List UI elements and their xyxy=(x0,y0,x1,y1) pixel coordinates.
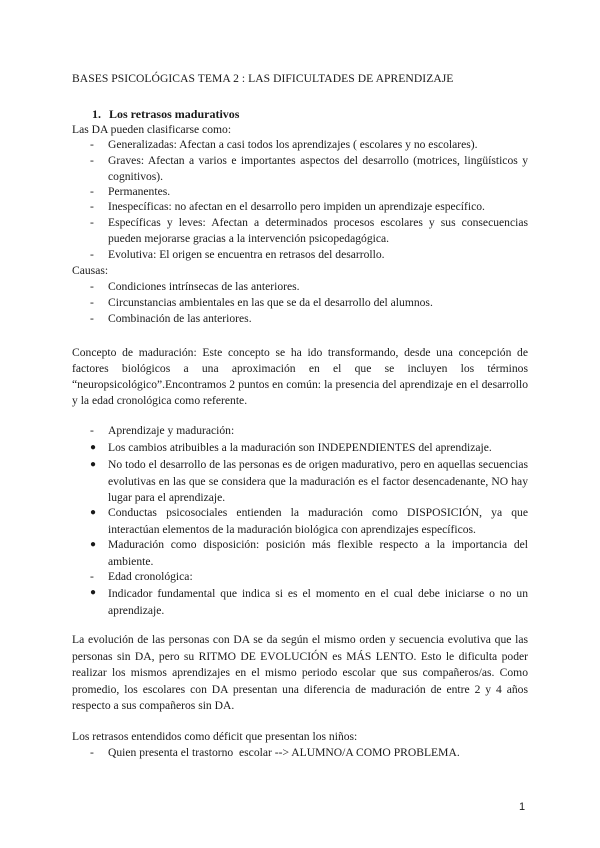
list-item-text: Conductas psicosociales entienden la maduración como DISPOSICIÓN, ya que interactúan elementos de la maduración biológica con aprendizajes específicos. xyxy=(108,506,528,536)
list-item-text: Inespecíficas: no afectan en el desarrollo pero impiden un aprendizaje específico. xyxy=(108,200,485,213)
list-marker: - xyxy=(90,248,94,261)
list-item-text: Quien presenta el trastorno escolar --> ALUMNO/A COMO PROBLEMA. xyxy=(108,746,460,759)
classification-intro: Las DA pueden clasificarse como: xyxy=(72,123,232,136)
list-item-text: Combinación de las anteriores. xyxy=(108,312,252,325)
maturation-concept-paragraph: Concepto de maduración: Este concepto se ha ido transformando, desde una concepción de factores biológicos a una aproximación en el que se incluyen los términos “neuropsicológico”.Encontramos 2 puntos en común: la presencia del aprendizaje en el desarrollo y la edad cronológica como referente. xyxy=(72,346,528,407)
list-item-text: Graves: Afectan a varios e importantes aspectos del desarrollo (motrices, lingüísticos y cognitivos). xyxy=(108,154,528,183)
list-marker: - xyxy=(90,138,94,151)
list-marker: - xyxy=(90,154,94,167)
bullet-icon: ● xyxy=(90,587,97,598)
deficit-intro: Los retrasos entendidos como déficit que presentan los niños: xyxy=(72,730,358,743)
list-item-text: Aprendizaje y maduración: xyxy=(108,424,235,437)
bullet-icon: ● xyxy=(90,459,97,470)
list-item-text: Específicas y leves: Afectan a determinados procesos escolares y sus consecuencias pueden mejorarse gracias a la intervención psicopedagógica. xyxy=(108,216,528,245)
page-number: 1 xyxy=(519,801,526,813)
evolution-paragraph: La evolución de las personas con DA se da según el mismo orden y secuencia evolutiva que las personas sin DA, pero su RITMO DE EVOLUCIÓN es MÁS LENTO. Esto le dificulta poder realizar los mismos aprendizajes en el mismo periodo escolar que sus compañeros/as. Como promedio, los escolares con DA presentan una diferencia de maduración de entre 2 y 4 años respecto a sus compañeros sin DA. xyxy=(72,633,528,712)
list-marker: - xyxy=(90,570,94,583)
section-heading xyxy=(92,107,239,123)
section-number: 1. xyxy=(92,107,101,121)
causes-label: Causas: xyxy=(72,264,109,277)
list-item-text: Condiciones intrínsecas de las anteriores. xyxy=(108,280,300,293)
list-marker: - xyxy=(90,185,94,198)
list-item-text: Indicador fundamental que indica si es el momento en el cual debe iniciarse o no un aprendizaje. xyxy=(108,587,528,617)
list-marker: - xyxy=(90,216,94,229)
list-marker: - xyxy=(90,280,94,293)
list-marker: - xyxy=(90,424,94,437)
list-item-text: Permanentes. xyxy=(108,185,171,198)
list-marker: - xyxy=(90,746,94,759)
list-item-text: Evolutiva: El origen se encuentra en retrasos del desarrollo. xyxy=(108,248,385,261)
list-item-text: Edad cronológica: xyxy=(108,570,193,583)
section-title: Los retrasos madurativos xyxy=(109,107,240,121)
bullet-icon: ● xyxy=(90,507,97,518)
list-marker: - xyxy=(90,296,94,309)
list-marker: - xyxy=(90,312,94,325)
list-item-text: Los cambios atribuibles a la maduración son INDEPENDIENTES del aprendizaje. xyxy=(108,441,492,454)
list-item-text: Generalizadas: Afectan a casi todos los aprendizajes ( escolares y no escolares). xyxy=(108,138,478,151)
document-title: BASES PSICOLÓGICAS TEMA 2 : LAS DIFICULTADES DE APRENDIZAJE xyxy=(72,72,454,85)
list-item-text: No todo el desarrollo de las personas es de origen madurativo, pero en aquellas secuencias evolutivas en las que se considera que la maduración es el factor desencadenante, NO hay lugar para el aprendizaje. xyxy=(108,458,528,504)
list-marker: - xyxy=(90,200,94,213)
bullet-icon: ● xyxy=(90,539,97,550)
list-item-text: Maduración como disposición: posición más flexible respecto a la importancia del ambiente. xyxy=(108,538,528,568)
list-item-text: Circunstancias ambientales en las que se da el desarrollo del alumnos. xyxy=(108,296,433,309)
bullet-icon: ● xyxy=(90,442,97,453)
